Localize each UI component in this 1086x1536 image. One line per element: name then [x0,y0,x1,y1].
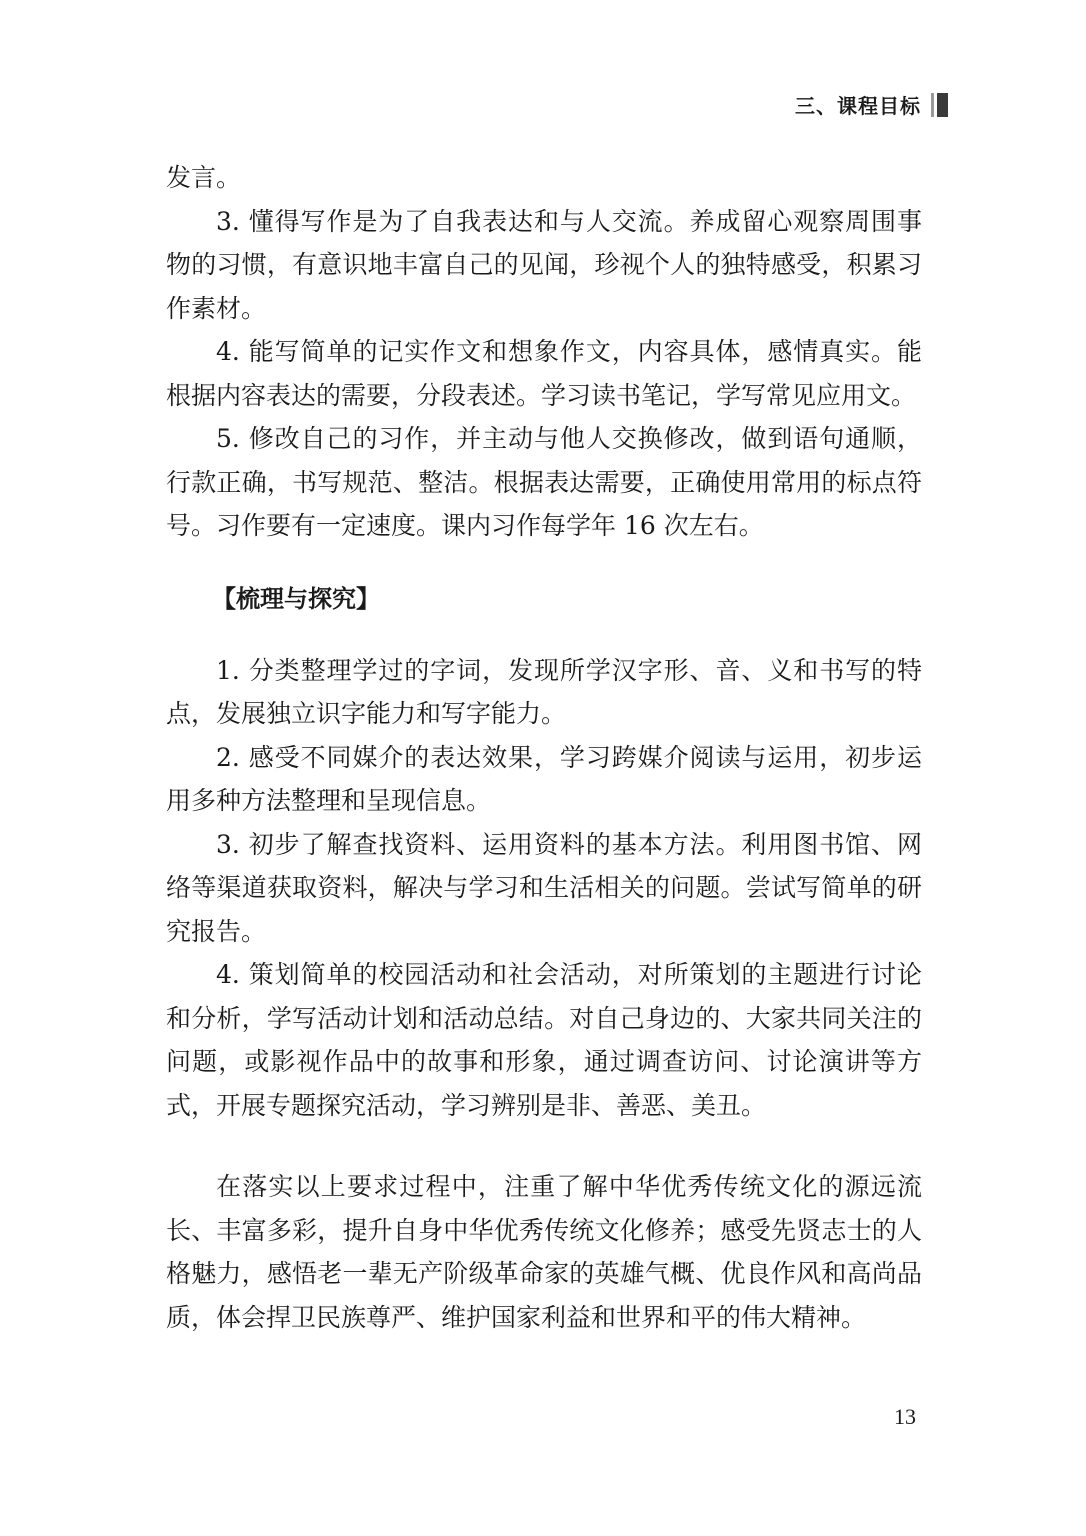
paragraph-continuation: 发言。 [166,163,242,192]
running-head-title: 三、课程目标 [795,94,921,118]
paragraph-inquiry-item-4: 4. 策划简单的校园活动和社会活动，对所策划的主题进行讨论和分析，学写活动计划和活动总结。对自己身边的、大家共同关注的问题，或影视作品中的故事和形象，通过调查访问、讨论演讲等方式，开展专题探究活动，学习辨别是非、善恶、美丑。 [166,960,922,1120]
paragraph-closing: 在落实以上要求过程中，注重了解中华优秀传统文化的源远流长、丰富多彩，提升自身中华优秀传统文化修养；感受先贤志士的人格魅力，感悟老一辈无产阶级革命家的英雄气概、优良作风和高尚品质，体会捍卫民族尊严、维护国家利益和世界和平的伟大精神。 [166,1172,922,1332]
running-head-bars-ornament [931,93,948,117]
paragraph-writing-item-4: 4. 能写简单的记实作文和想象作文，内容具体，感情真实。能根据内容表达的需要，分段表述。学习读书笔记，学写常见应用文。 [166,337,922,410]
paragraph-inquiry-item-3: 3. 初步了解查找资料、运用资料的基本方法。利用图书馆、网络等渠道获取资料，解决与学习和生活相关的问题。尝试写简单的研究报告。 [166,829,922,946]
running-head-thick-bar [937,93,948,117]
page-number: 13 [894,1404,916,1429]
page-body [166,156,922,1339]
paragraph-inquiry-item-1: 1. 分类整理学过的字词，发现所学汉字形、音、义和书写的特点，发展独立识字能力和写字能力。 [166,655,922,728]
running-head-thin-bar [931,93,934,117]
paragraph-inquiry-item-2: 2. 感受不同媒介的表达效果，学习跨媒介阅读与运用，初步运用多种方法整理和呈现信息。 [166,742,922,815]
paragraph-writing-item-5: 5. 修改自己的习作，并主动与他人交换修改，做到语句通顺，行款正确，书写规范、整洁。根据表达需要，正确使用常用的标点符号。习作要有一定速度。课内习作每学年 16 次左右。 [166,424,922,540]
paragraph-writing-item-3: 3. 懂得写作是为了自我表达和与人交流。养成留心观察周围事物的习惯，有意识地丰富自己的见闻，珍视个人的独特感受，积累习作素材。 [166,206,922,323]
running-head [795,90,948,119]
section-heading: 【梳理与探究】 [212,584,380,613]
